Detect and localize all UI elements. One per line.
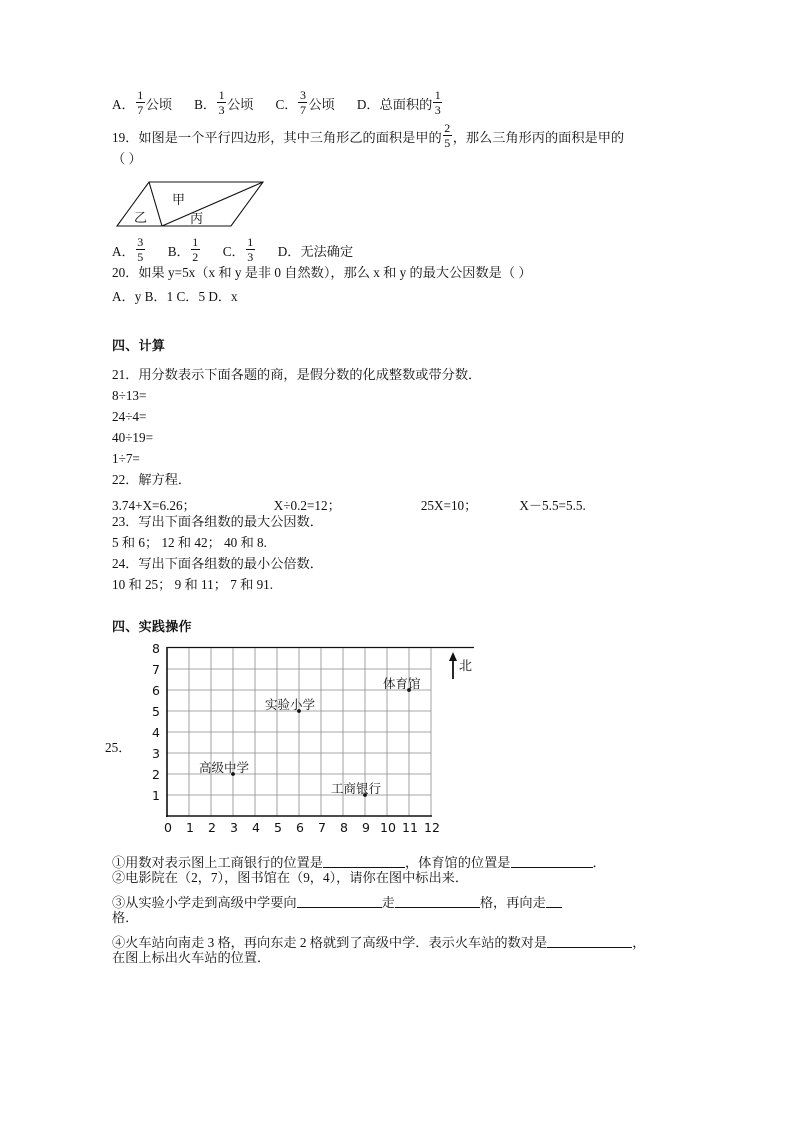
q25-sub-1-text-a: ①用数对表示图上工商银行的位置是	[112, 854, 323, 870]
x-tick-4: 4	[252, 820, 260, 835]
q25-sub-3	[112, 891, 692, 911]
point-label-gongshang-yinhang: 工商银行	[331, 781, 382, 796]
q18-option-b-label: B．	[194, 96, 217, 112]
q18-option-c-unit: 公顷	[308, 96, 335, 112]
q22-equation-3: 25X=10；	[420, 498, 478, 513]
fraction-numerator: 1	[137, 87, 144, 102]
answer-blank	[547, 935, 632, 948]
x-tick-10: 10	[380, 820, 396, 835]
q25-sub-1	[112, 851, 692, 871]
answer-blank	[297, 895, 382, 908]
q18-option-d-fraction	[433, 89, 442, 116]
q18-option-c-fraction	[298, 89, 307, 116]
q19-option-a-fraction	[136, 236, 145, 263]
q20-options: A．y B．1 C．5 D．x	[112, 289, 238, 304]
fraction-denominator: 7	[299, 102, 306, 117]
q19-stem	[112, 120, 692, 152]
fraction-denominator: 7	[137, 102, 144, 117]
y-tick-7: 7	[152, 662, 160, 677]
fraction-denominator: 2	[192, 249, 199, 264]
q25-sub-2: ②电影院在（2，7），图书馆在（9，4），请你在图中标出来．	[112, 870, 469, 885]
north-label: 北	[459, 659, 473, 674]
q18-option-d-text: 总面积的	[379, 96, 433, 112]
x-tick-6: 6	[296, 820, 304, 835]
answer-blank	[395, 895, 480, 908]
fraction-numerator: 1	[218, 87, 225, 102]
fraction-denominator: 3	[434, 102, 441, 117]
q25-sub-4-text-a: ④火车站向南走 3 格，再向东走 2 格就到了高级中学．表示火车站的数对是	[112, 934, 548, 950]
fraction-denominator: 5	[137, 249, 144, 264]
q22-equations-row	[112, 494, 692, 515]
point-label-gaoji-zhongxue: 高级中学	[199, 760, 250, 775]
x-tick-7: 7	[318, 820, 326, 835]
x-tick-5: 5	[274, 820, 282, 835]
q18-option-a-unit: 公顷	[145, 96, 173, 112]
x-tick-11: 11	[402, 820, 418, 835]
answer-blank	[546, 895, 562, 908]
q25-sub-1-text-c: ．	[592, 854, 606, 870]
q18-option-b-unit: 公顷	[227, 96, 254, 112]
y-tick-1: 1	[152, 788, 160, 803]
answer-blank	[511, 855, 593, 868]
q19-stem-part1: 19．如图是一个平行四边形，其中三角形乙的面积是甲的	[112, 129, 442, 145]
document-content	[105, 86, 692, 971]
q19-option-d-text: 无法确定	[300, 243, 354, 259]
q24-stem: 24．写出下面各组数的最小公倍数．	[112, 556, 323, 571]
x-tick-2: 2	[208, 820, 216, 835]
figure-label-bing: 丙	[190, 212, 204, 227]
q25-number: 25．	[105, 740, 132, 755]
y-tick-4: 4	[152, 725, 160, 740]
q25-sub-3-text-b: 走	[381, 894, 395, 910]
q25-sub-3-text-c: 格，再向	[479, 894, 533, 910]
section-heading-practice: 四、实践操作	[112, 620, 192, 635]
fraction-numerator: 1	[192, 234, 199, 249]
x-tick-1: 1	[186, 820, 194, 835]
q25-sub-3-text-a: ③从实验小学走到高级中学要向	[112, 894, 297, 910]
q21-item-2: 24÷4=	[112, 409, 147, 424]
fraction-numerator: 2	[444, 120, 451, 135]
q19-stem-part2: ，那么三角形丙的面积是甲的	[452, 129, 625, 145]
figure-label-jia: 甲	[172, 193, 186, 208]
x-tick-12: 12	[424, 820, 440, 835]
q24-pairs: 10 和 25； 9 和 11； 7 和 91.	[112, 577, 274, 592]
q25-sub-1-text-b: ，体育馆的位置是	[405, 854, 511, 870]
q18-option-a-label: A．	[112, 96, 135, 112]
x-tick-8: 8	[340, 820, 348, 835]
q25-sub-4-text-b: ，	[632, 934, 646, 950]
q21-item-1: 8÷13=	[112, 388, 147, 403]
q25-sub-4	[112, 931, 692, 951]
fraction-numerator: 3	[137, 234, 144, 249]
x-tick-0: 0	[164, 820, 172, 835]
point-label-tiyuguan: 体育馆	[383, 676, 421, 691]
q18-option-c-label: C．	[275, 96, 298, 112]
x-tick-3: 3	[230, 820, 238, 835]
q18-options-row	[112, 86, 692, 120]
x-tick-9: 9	[362, 820, 370, 835]
q18-option-b-fraction	[217, 89, 226, 116]
north-arrow-icon	[449, 652, 457, 679]
q22-equation-4: X－5.5=5.5.	[519, 498, 586, 513]
q25-sub-4-wrap: 在图上标出火车站的位置．	[112, 950, 271, 965]
q21-item-4: 1÷7=	[112, 451, 140, 466]
q19-option-a-label: A．	[112, 243, 135, 259]
q22-equation-1: 3.74+X=6.26；	[112, 498, 196, 513]
y-tick-3: 3	[152, 746, 160, 761]
q22-equation-2: X÷0.2=12；	[273, 498, 341, 513]
q19-options-row	[112, 234, 692, 266]
q22-stem: 22．解方程．	[112, 472, 192, 487]
q19-option-c-fraction	[246, 236, 255, 263]
fraction-denominator: 5	[444, 135, 451, 150]
q23-stem: 23．写出下面各组数的最大公因数．	[112, 514, 323, 529]
q19-option-d-label: D．	[277, 243, 301, 259]
y-tick-8: 8	[152, 641, 160, 656]
point-label-shiyan-xiaoxue: 实验小学	[265, 697, 316, 712]
fraction-denominator: 3	[218, 102, 225, 117]
section-heading-calculation: 四、计算	[112, 339, 166, 354]
fraction-numerator: 1	[247, 234, 254, 249]
q21-item-3: 40÷19=	[112, 430, 154, 445]
q19-answer-paren: （ ）	[112, 151, 142, 166]
q19-stem-fraction	[443, 122, 452, 149]
q25-block	[105, 641, 692, 851]
q19-parallelogram-figure	[112, 176, 692, 234]
q21-stem: 21．用分数表示下面各题的商，是假分数的化成整数或带分数．	[112, 367, 482, 382]
divider-line-left	[149, 182, 162, 226]
fraction-numerator: 1	[434, 87, 441, 102]
q23-pairs: 5 和 6； 12 和 42； 40 和 8.	[112, 535, 267, 550]
figure-label-yi: 乙	[134, 211, 148, 226]
y-tick-6: 6	[152, 683, 160, 698]
fraction-denominator: 3	[247, 249, 254, 264]
y-tick-2: 2	[152, 767, 160, 782]
q18-option-a-fraction	[136, 89, 145, 116]
fraction-numerator: 3	[299, 87, 306, 102]
y-tick-5: 5	[152, 704, 160, 719]
q20-stem: 20．如果 y=5x（x 和 y 是非 0 自然数），那么 x 和 y 的最大公因数是（ ）	[112, 265, 532, 280]
q19-option-b-label: B．	[167, 243, 190, 259]
q25-sub-3-wrap: 格．	[112, 910, 139, 925]
q19-option-c-label: C．	[222, 243, 245, 259]
q19-option-b-fraction	[191, 236, 200, 263]
answer-blank	[323, 855, 405, 868]
q25-sub-3-text-d: 走	[532, 894, 546, 910]
q18-option-d-label: D．	[356, 96, 380, 112]
